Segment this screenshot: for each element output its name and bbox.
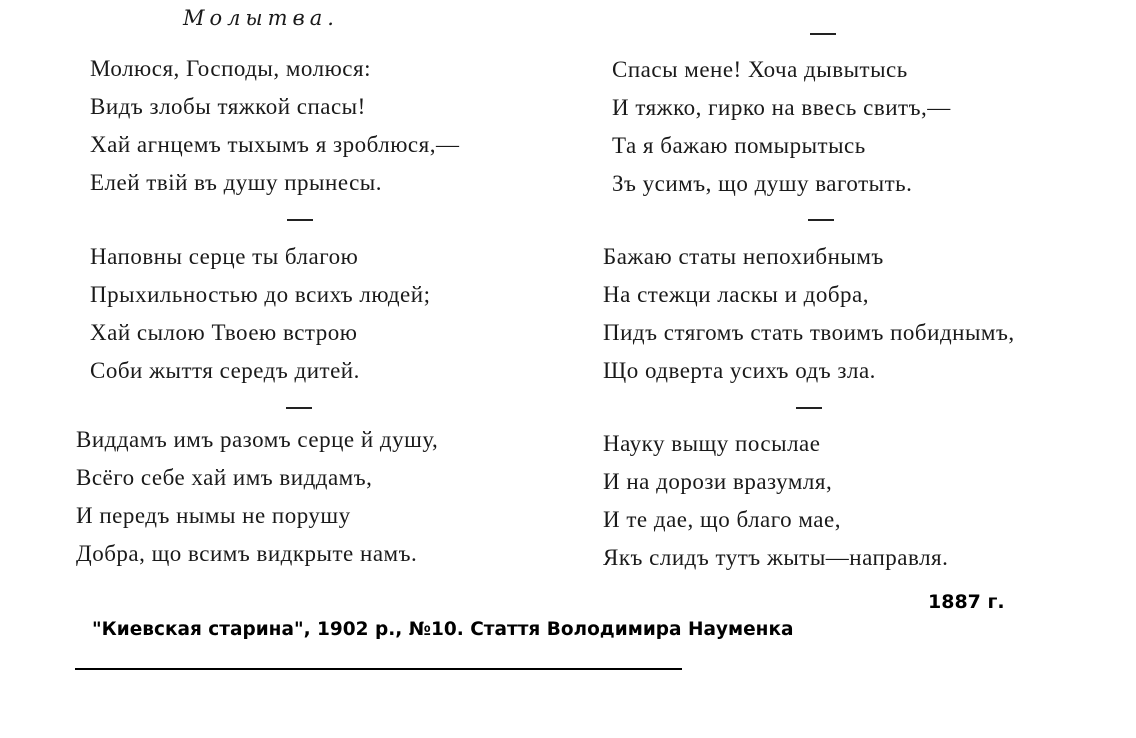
poem-line: На стежци ласкы и добра, xyxy=(603,282,869,307)
poem-line: Елей твій въ душу прынесы. xyxy=(90,170,383,195)
poem-line: Добра, що всимъ видкрыте намъ. xyxy=(76,541,418,566)
poem-line: Зъ усимъ, що душу ваготыть. xyxy=(612,171,913,196)
poem-line: Якъ слидъ тутъ жыты—направля. xyxy=(603,545,949,570)
poem-line: Пидъ стягомъ стать твоимъ побиднымъ, xyxy=(603,320,1015,345)
footer-rule xyxy=(75,668,682,670)
poem-line: И тяжко, гирко на ввесь свитъ,— xyxy=(612,95,951,120)
poem-line: Бажаю статы непохибнымъ xyxy=(603,244,884,269)
year-note: 1887 г. xyxy=(928,591,1005,613)
poem-line: Прыхильностью до всихъ людей; xyxy=(90,282,431,307)
poem-title: Молытва. xyxy=(183,6,339,30)
poem-line: И на дорози вразумля, xyxy=(603,469,833,494)
poem-line: Хай агнцемъ тыхымъ я зроблюся,— xyxy=(90,132,460,157)
stanza-divider xyxy=(808,219,834,221)
poem-line: Що одверта усихъ одъ зла. xyxy=(603,358,876,383)
poem-line: И передъ нымы не порушу xyxy=(76,503,351,528)
poem-line: Соби жыття середъ дитей. xyxy=(90,358,360,383)
poem-line: И те дае, що благо мае, xyxy=(603,507,841,532)
poem-line: Хай сылою Твоею встрою xyxy=(90,320,358,345)
poem-line: Всёго себе хай имъ виддамъ, xyxy=(76,465,373,490)
stanza-divider xyxy=(810,33,836,35)
source-citation: "Киевская старина", 1902 р., №10. Стаття Володимира Науменка xyxy=(92,619,794,640)
poem-line: Спасы мене! Хоча дывытысь xyxy=(612,57,908,82)
poem-line: Та я бажаю помырытысь xyxy=(612,133,866,158)
poem-line: Наповны серце ты благою xyxy=(90,244,359,269)
poem-line: Молюся, Господы, молюся: xyxy=(90,56,371,81)
stanza-divider xyxy=(286,407,312,409)
stanza-divider xyxy=(796,407,822,409)
poem-line: Виддамъ имъ разомъ серце й душу, xyxy=(76,427,439,452)
poem-line: Науку выщу посылае xyxy=(603,431,821,456)
poem-line: Видъ злобы тяжкой спасы! xyxy=(90,94,366,119)
stanza-divider xyxy=(287,219,313,221)
